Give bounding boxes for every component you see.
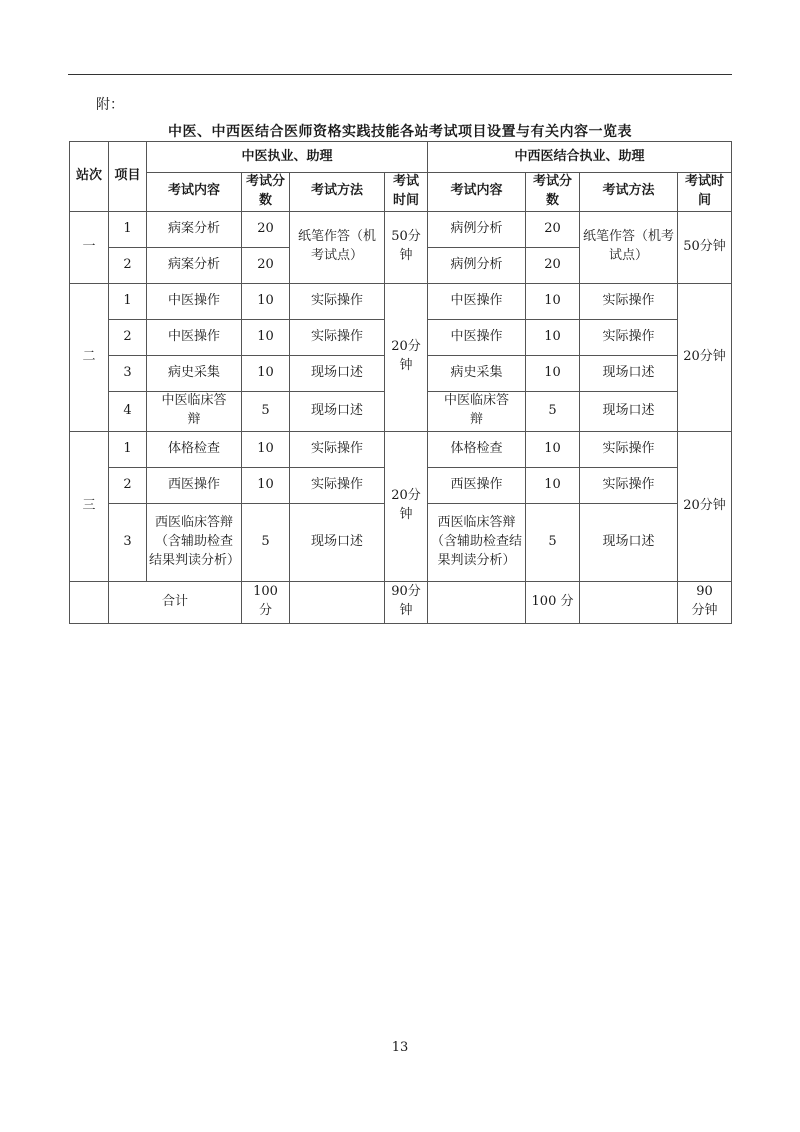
totals-label: 合计 (109, 581, 242, 623)
tcm-method: 现场口述 (290, 391, 385, 431)
header-tcm-method: 考试方法 (290, 173, 385, 212)
integrated-score: 10 (526, 431, 580, 467)
tcm-score: 10 (242, 355, 290, 391)
tcm-content: 中医临床答辩 (147, 391, 242, 431)
table-row (70, 211, 732, 247)
tcm-score: 10 (242, 467, 290, 503)
totals-tcm-score: 100分 (242, 581, 290, 623)
tcm-content: 中医操作 (147, 319, 242, 355)
integrated-score: 10 (526, 467, 580, 503)
tcm-method: 纸笔作答（机考试点） (290, 211, 385, 283)
integrated-method: 现场口述 (580, 355, 678, 391)
integrated-content: 西医操作 (428, 467, 526, 503)
tcm-content: 体格检查 (147, 431, 242, 467)
totals-blank (70, 581, 109, 623)
integrated-time: 50分钟 (678, 211, 732, 283)
tcm-method: 实际操作 (290, 319, 385, 355)
tcm-time: 20分钟 (385, 431, 428, 581)
integrated-content: 西医临床答辩（含辅助检查结果判读分析） (428, 503, 526, 581)
integrated-score: 5 (526, 503, 580, 581)
tcm-score: 20 (242, 247, 290, 283)
header-group-tcm: 中医执业、助理 (147, 142, 428, 173)
table-title: 中医、中西医结合医师资格实践技能各站考试项目设置与有关内容一览表 (168, 124, 632, 140)
integrated-content: 体格检查 (428, 431, 526, 467)
item-number: 3 (109, 503, 147, 581)
integrated-method: 纸笔作答（机考试点） (580, 211, 678, 283)
tcm-content: 西医操作 (147, 467, 242, 503)
integrated-time: 20分钟 (678, 431, 732, 581)
item-number: 2 (109, 319, 147, 355)
tcm-time: 50分钟 (385, 211, 428, 283)
tcm-content: 西医临床答辩（含辅助检查结果判读分析） (147, 503, 242, 581)
tcm-content: 中医操作 (147, 283, 242, 319)
tcm-score: 10 (242, 319, 290, 355)
tcm-method: 实际操作 (290, 467, 385, 503)
totals-blank (428, 581, 526, 623)
header-group-integrated: 中西医结合执业、助理 (428, 142, 732, 173)
integrated-content: 病史采集 (428, 355, 526, 391)
integrated-method: 现场口述 (580, 503, 678, 581)
header-tcm-content: 考试内容 (147, 173, 242, 212)
table-row (70, 283, 732, 319)
item-number: 1 (109, 431, 147, 467)
integrated-method: 实际操作 (580, 467, 678, 503)
tcm-score: 10 (242, 431, 290, 467)
tcm-score: 20 (242, 211, 290, 247)
integrated-content: 病例分析 (428, 211, 526, 247)
item-number: 4 (109, 391, 147, 431)
integrated-score: 20 (526, 211, 580, 247)
schedule-table (69, 141, 732, 624)
integrated-method: 实际操作 (580, 283, 678, 319)
integrated-score: 10 (526, 319, 580, 355)
integrated-score: 10 (526, 283, 580, 319)
integrated-content: 中医临床答辩 (428, 391, 526, 431)
item-number: 1 (109, 283, 147, 319)
integrated-score: 5 (526, 391, 580, 431)
header-integrated-content: 考试内容 (428, 173, 526, 212)
station-label: 一 (70, 211, 109, 283)
tcm-content: 病案分析 (147, 211, 242, 247)
totals-integrated-time: 90分钟 (678, 581, 732, 623)
header-tcm-time: 考试时间 (385, 173, 428, 212)
tcm-method: 现场口述 (290, 503, 385, 581)
tcm-method: 实际操作 (290, 283, 385, 319)
integrated-score: 10 (526, 355, 580, 391)
header-tcm-score: 考试分数 (242, 173, 290, 212)
page-number: 13 (391, 1040, 409, 1055)
tcm-score: 10 (242, 283, 290, 319)
header-integrated-score: 考试分数 (526, 173, 580, 212)
tcm-time: 20分钟 (385, 283, 428, 431)
integrated-time: 20分钟 (678, 283, 732, 431)
tcm-score: 5 (242, 391, 290, 431)
integrated-score: 20 (526, 247, 580, 283)
table-row (70, 431, 732, 467)
header-station: 站次 (70, 142, 109, 212)
header-integrated-time: 考试时间 (678, 173, 732, 212)
item-number: 2 (109, 247, 147, 283)
station-label: 二 (70, 283, 109, 431)
appendix-note: 附： (96, 97, 124, 113)
integrated-content: 中医操作 (428, 283, 526, 319)
tcm-score: 5 (242, 503, 290, 581)
totals-blank (580, 581, 678, 623)
header-integrated-method: 考试方法 (580, 173, 678, 212)
item-number: 3 (109, 355, 147, 391)
tcm-content: 病史采集 (147, 355, 242, 391)
item-number: 2 (109, 467, 147, 503)
tcm-content: 病案分析 (147, 247, 242, 283)
integrated-method: 现场口述 (580, 391, 678, 431)
header-item: 项目 (109, 142, 147, 212)
tcm-method: 实际操作 (290, 431, 385, 467)
tcm-method: 现场口述 (290, 355, 385, 391)
station-label: 三 (70, 431, 109, 581)
totals-tcm-time: 90分钟 (385, 581, 428, 623)
totals-integrated-score: 100 分 (526, 581, 580, 623)
integrated-content: 中医操作 (428, 319, 526, 355)
totals-blank (290, 581, 385, 623)
item-number: 1 (109, 211, 147, 247)
integrated-content: 病例分析 (428, 247, 526, 283)
integrated-method: 实际操作 (580, 431, 678, 467)
totals-row (70, 581, 732, 623)
header-rule (68, 74, 732, 75)
integrated-method: 实际操作 (580, 319, 678, 355)
